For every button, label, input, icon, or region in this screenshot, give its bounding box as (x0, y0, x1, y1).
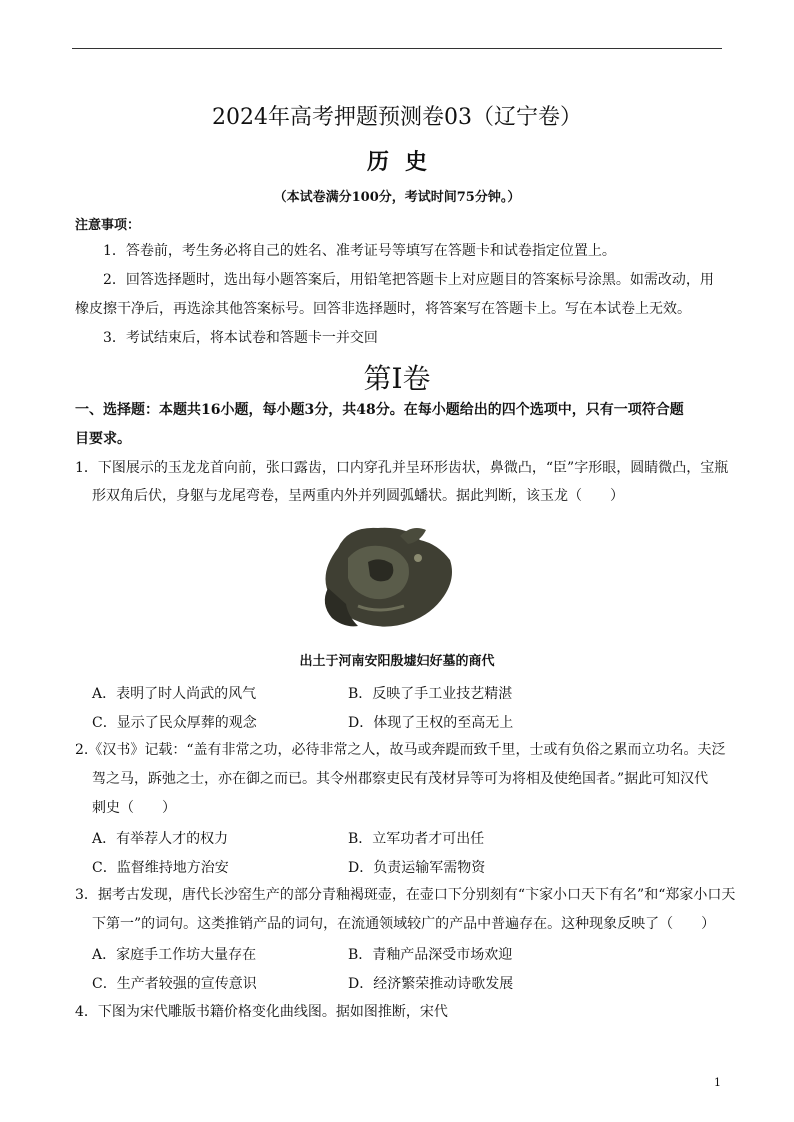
notice-item: 橡皮擦干净后，再选涂其他答案标号。回答非选择题时，将答案写在答题卡上。写在本试卷上无效。 (75, 301, 691, 317)
jade-dragon-image (308, 518, 460, 636)
option-a[interactable]: A．表明了时人尚武的风气 (92, 686, 257, 702)
option-c[interactable]: C．显示了民众厚葬的观念 (92, 715, 257, 731)
subject-title: 历史 (366, 149, 443, 175)
section-title: 第Ⅰ卷 (363, 362, 431, 395)
option-d[interactable]: D．体现了王权的至高无上 (348, 715, 514, 731)
option-c[interactable]: C．生产者较强的宣传意识 (92, 976, 257, 992)
option-c[interactable]: C．监督维持地方治安 (92, 860, 229, 876)
exam-title: 2024年高考押题预测卷03（辽宁卷） (212, 105, 582, 130)
question-4-stem: 4．下图为宋代雕版书籍价格变化曲线图。据如图推断，宋代 (75, 1004, 448, 1020)
option-a[interactable]: A．有举荐人才的权力 (92, 831, 229, 847)
question-3-stem: 下第一”的词句。这类推销产品的词句，在流通领域较广的产品中普遍存在。这种现象反映了（ ） (92, 916, 716, 932)
option-b[interactable]: B．青釉产品深受市场欢迎 (348, 947, 513, 963)
notice-item: 3．考试结束后，将本试卷和答题卡一并交回 (103, 330, 378, 346)
exam-note: （本试卷满分100分，考试时间75分钟。） (273, 190, 521, 205)
option-b[interactable]: B．反映了手工业技艺精湛 (348, 686, 513, 702)
question-1-stem: 1．下图展示的玉龙龙首向前，张口露齿，口内穿孔并呈环形齿状，鼻微凸，“臣”字形眼，圆睛微凸，宝瓶 (75, 460, 729, 476)
section-instructions: 目要求。 (75, 431, 131, 447)
page-number: 1 (714, 1076, 721, 1089)
option-b[interactable]: B．立军功者才可出任 (348, 831, 485, 847)
header-rule (72, 48, 722, 49)
question-3-stem: 3．据考古发现，唐代长沙窑生产的部分青釉褐斑壶，在壶口下分别刻有“卞家小口天下有名”和“郑家小口天 (75, 887, 736, 903)
option-d[interactable]: D．负责运输军需物资 (348, 860, 486, 876)
option-d[interactable]: D．经济繁荣推动诗歌发展 (348, 976, 514, 992)
question-2-stem: 刺史（ ） (92, 800, 176, 816)
figure-caption: 出土于河南安阳殷墟妇好墓的商代 (299, 654, 495, 669)
section-instructions: 一、选择题：本题共16小题，每小题3分，共48分。在每小题给出的四个选项中，只有一项符合题 (75, 402, 684, 418)
question-1-stem: 形双角后伏，身躯与龙尾弯卷，呈两重内外并列圆弧蟠状。据此判断，该玉龙（ ） (92, 488, 624, 504)
notice-item: 2．回答选择题时，选出每小题答案后，用铅笔把答题卡上对应题目的答案标号涂黑。如需改动，用 (103, 272, 714, 288)
notice-heading: 注意事项： (75, 218, 141, 233)
question-2-stem: 驾之马，跅弛之士，亦在御之而已。其令州郡察吏民有茂材异等可为将相及使绝国者。”据此可知汉代 (92, 771, 709, 787)
notice-item: 1．答卷前，考生务必将自己的姓名、准考证号等填写在答题卡和试卷指定位置上。 (103, 243, 616, 259)
option-a[interactable]: A．家庭手工作坊大量存在 (92, 947, 257, 963)
question-2-stem: 2.《汉书》记载：“盖有非常之功，必待非常之人，故马或奔踶而致千里，士或有负俗之累而立功名。夫泛 (75, 742, 726, 758)
